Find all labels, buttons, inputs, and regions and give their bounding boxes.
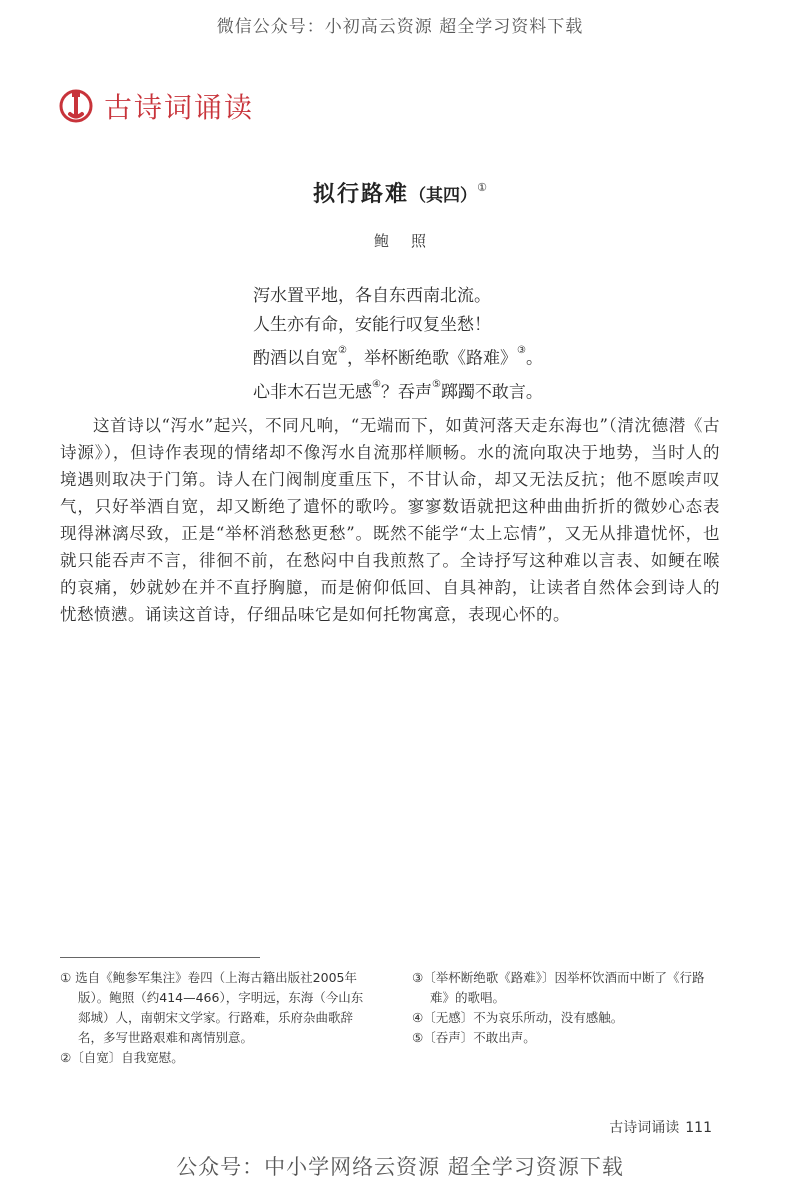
footnote-marker: ⑤ bbox=[431, 378, 441, 390]
poem-title-footnote-marker: ① bbox=[477, 180, 487, 194]
poem-line-text: ，举杯断绝歌《路难》 bbox=[346, 348, 517, 369]
poem-title-block bbox=[0, 177, 800, 208]
page-footer bbox=[609, 1117, 712, 1137]
poem-line-text: ？吞声 bbox=[380, 382, 432, 403]
footnote-marker: ② bbox=[338, 345, 347, 356]
poem-line-text: 心非木石岂无感 bbox=[253, 382, 372, 403]
poem-line-text: 人生亦有命，安能行叹复坐愁！ bbox=[253, 315, 491, 335]
top-watermark: 微信公众号：小初高云资源 超全学习资料下载 bbox=[216, 17, 584, 37]
poem-line bbox=[253, 374, 543, 408]
red-seal-icon bbox=[58, 88, 94, 124]
poem-subtitle: （其四） bbox=[409, 186, 478, 206]
footnote: ① 选自《鲍参军集注》卷四（上海古籍出版社2005年版）。鲍照（约414—466），字明远，东海（今山东郯城）人，南朝宋文学家。行路难，乐府杂曲歌辞名，多写世路艰难和离情别意。 bbox=[60, 970, 364, 1045]
poem-line-text: 酌酒以自宽 bbox=[253, 348, 338, 369]
poem-title: 拟行路难 bbox=[313, 182, 410, 207]
page-number: 111 bbox=[685, 1120, 712, 1136]
poem-line-text: 。 bbox=[525, 348, 543, 369]
section-title: 古诗词诵读 bbox=[104, 91, 255, 124]
section-header bbox=[58, 86, 254, 126]
footnote: ⑤〔吞声〕不敢出声。 bbox=[412, 1030, 536, 1045]
footnote: ③〔举杯断绝歌《路难》〕因举杯饮酒而中断了《行路难》的歌唱。 bbox=[412, 970, 705, 1005]
footnote-marker: ③ bbox=[516, 345, 526, 356]
poem-line-text: 泻水置平地，各自东西南北流。 bbox=[253, 286, 491, 306]
commentary-paragraph: 这首诗以“泻水”起兴，不同凡响，“无端而下，如黄河落天走东海也”（清沈德潜《古诗源》），但诗作表现的情绪却不像泻水自流那样顺畅。水的流向取决于地势，当时人的境遇则取决于门第。诗人在门阀制度重压下，不甘认命，却又无法反抗；他不愿唉声叹气，只好举酒自宽，却又断绝了遣怀的歌吟。寥寥数语就把这种曲曲折折的微妙心态表现得淋漓尽致，正是“举杯消愁愁更愁”。既然不能学“太上忘情”，又无从排遣忧怀，也就只能吞声不言，徘徊不前，在愁闷中自我煎熬了。全诗抒写这种难以言表、如鲠在喉的哀痛，妙就妙在并不直抒胸臆，而是俯仰低回、自具神韵，让读者自然体会到诗人的忧愁愤懑。诵读这首诗，仔细品味它是如何托物寓意，表现心怀的。 bbox=[60, 416, 720, 624]
footnote-divider bbox=[60, 957, 260, 958]
bottom-watermark: 公众号：中小学网络云资源 超全学习资源下载 bbox=[176, 1155, 624, 1179]
footnote: ②〔自宽〕自我宽慰。 bbox=[60, 1050, 184, 1065]
footer-section-label: 古诗词诵读 bbox=[609, 1120, 680, 1136]
poem-author: 鲍照 bbox=[373, 232, 448, 250]
footnotes-left-column bbox=[60, 968, 370, 1068]
poem-line bbox=[253, 311, 543, 340]
poem-line bbox=[253, 340, 543, 374]
footnotes-right-column bbox=[412, 968, 722, 1048]
poem-body bbox=[253, 282, 543, 407]
footnote: ④〔无感〕不为哀乐所动，没有感触。 bbox=[412, 1010, 624, 1025]
poem-line-text: 踯躅不敢言。 bbox=[440, 382, 543, 403]
footnote-marker: ④ bbox=[372, 378, 381, 390]
poem-line bbox=[253, 282, 543, 311]
